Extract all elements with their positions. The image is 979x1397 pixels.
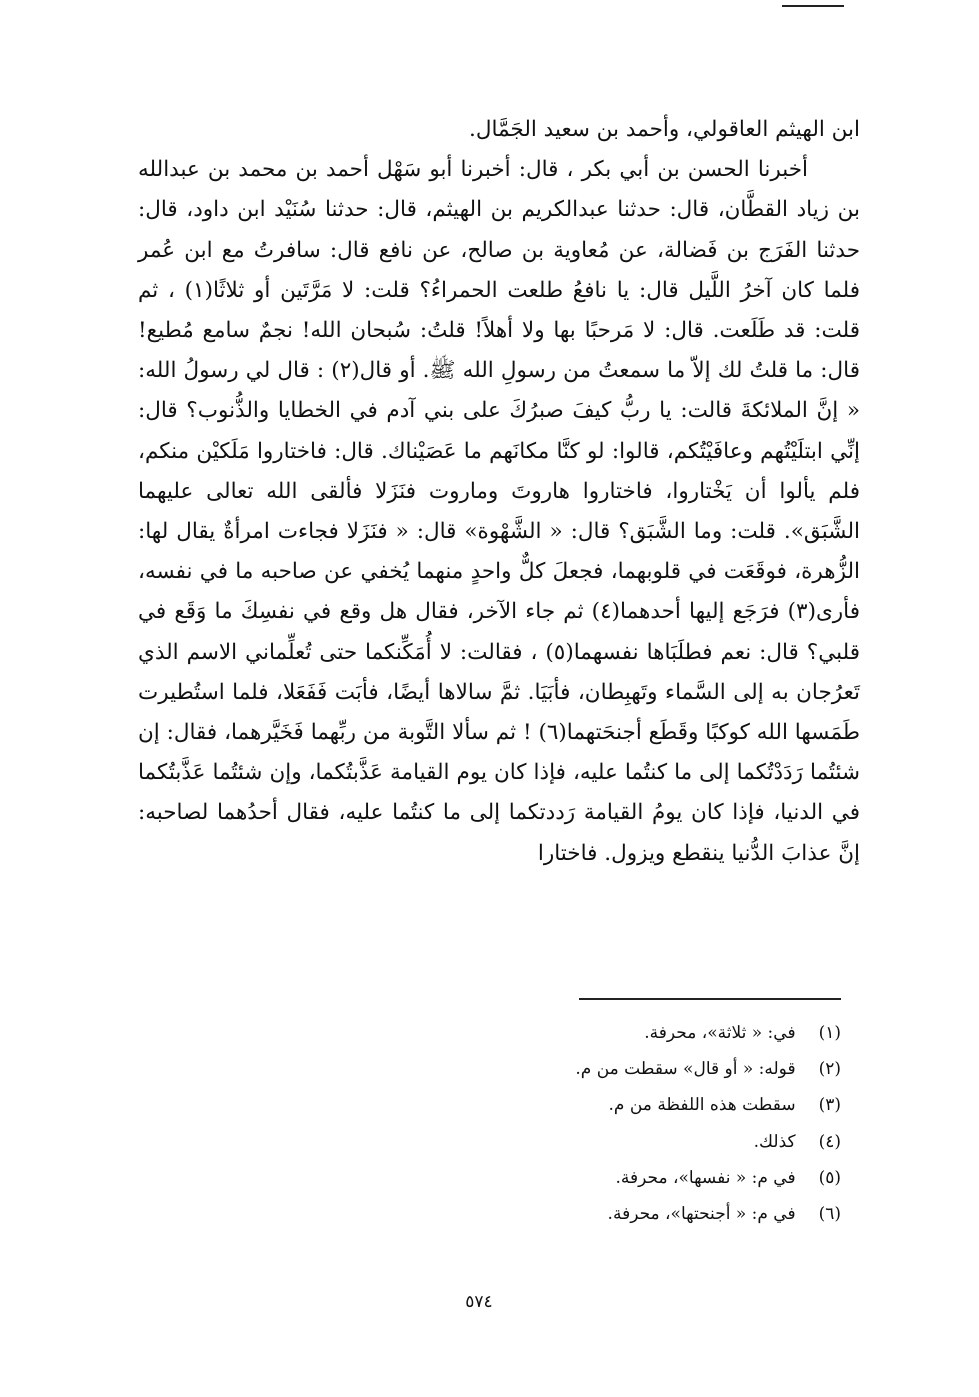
footnote-item xyxy=(141,1124,841,1160)
footnotes-list xyxy=(141,1015,841,1232)
footnote-text: في م: « أجنحتها»، محرفة. xyxy=(607,1204,796,1225)
footnote-text: قوله: « أو قال» سقطت من م. xyxy=(575,1059,796,1080)
footnote-separator xyxy=(579,998,841,1000)
footnote-number: (٣) xyxy=(818,1095,841,1116)
footnote-text: كذلك. xyxy=(753,1131,796,1152)
main-text xyxy=(138,110,860,874)
footnote-item xyxy=(141,1160,841,1196)
footnote-number: (٢) xyxy=(818,1059,841,1080)
footnote-item xyxy=(141,1087,841,1123)
page-number: ٥٧٤ xyxy=(465,1292,493,1312)
footnote-number: (٦) xyxy=(818,1204,841,1225)
continuation-line: ابن الهيثم العاقولي، وأحمد بن سعيد الجَمَّال. xyxy=(469,117,860,142)
top-rule xyxy=(782,5,844,7)
footnote-number: (١) xyxy=(818,1023,841,1043)
footnote-text: في: « ثلاثة»، محرفة. xyxy=(644,1023,796,1043)
footnote-text: سقطت هذه اللفظة من م. xyxy=(608,1095,796,1116)
footnote-item xyxy=(141,1051,841,1087)
footnote-text: في م: « نفسها»، محرفة. xyxy=(615,1167,796,1188)
hadith-paragraph: أخبرنا الحسن بن أبي بكر ، قال: أخبرنا أبو سَهْل أحمد بن محمد بن عبدالله بن زياد القطَّان، قال: حدثنا عبدالكريم بن الهيثم، قال: حدثنا سُنَيْد ابن داود، قال: حدثنا الفَرَج بن فَضالة، عن مُعاوية بن صالح، عن نافع قال: سافرتُ مع ابن عُمر فلما كان آخرُ اللَّيل قال: يا نافعُ طلعت الحمراءُ؟ قلت: لا مَرَّتَين أو ثلاثًا(١) ، ثم قلت: قد طَلَعت. قال: لا مَرحبًا بها ولا أهلاً! قلتُ: سُبحان الله! نجمٌ سامع مُطيع! قال: ما قلتُ لك إلاّ ما سمعتُ من رسولِ الله ﷺ. أو قال(٢) : قال لي رسولُ الله: « إنَّ الملائكةَ قالت: يا ربُّ كيفَ صبرُكَ على بني آدم في الخطايا والذُّنوب؟ قال: إنِّي ابتلَيْتُهم وعافَيْتُكم، قالوا: لو كنَّا مكانَهم ما عَصَيْناك. قال: فاختاروا مَلَكيْن منكم، فلم يألوا أن يَخْتاروا، فاختاروا هاروتَ وماروت فنَزَلا فألقى الله تعالى عليهما الشَّبَق». قلت: وما الشَّبَق؟ قال: « الشَّهْوة» قال: « فنَزَلا فجاءت امرأةٌ يقال لها: الزُّهرة، فوقَعَت في قلوبهما، فجعلَ كلٌّ واحدٍ منهما يُخفي عن صاحبه ما في نفسه، فأرى(٣) فرَجَع إليها أحدهما(٤) ثم جاء الآخر، فقال هل وقع في نفسِكَ ما وَقَع في قلبي؟ قال: نعم فطلَبَاها نفسهما(٥) ، فقالت: لا أُمَكِّنكما حتى تُعلِّماني الاسم الذي تَعرُجان به إلى السَّماء وتَهبِطان، فأبَيَا. ثمَّ سالاها أيضًا، فأبَت فَفَعَلا، فلما استُطيرت طَمَسها الله كوكبًا وقَطَع أجنحَتهما(٦) ! ثم سألا التَّوبة من ربِّهما فَخَيَّرهما، فقال: إن شئتُما رَدَدْتُكما إلى ما كنتُما عليه، فإذا كان يوم القيامة عَذَّبتُكما، وإن شئتُما عَذَّبتُكما في الدنيا، فإذا كان يومُ القيامة رَددتكما إلى ما كنتُما عليه، فقال أحدُهما لصاحبه: إنَّ عذابَ الدُّنيا ينقطع ويزول. فاختارا xyxy=(138,157,861,866)
footnote-number: (٤) xyxy=(818,1131,841,1152)
footnote-item xyxy=(141,1015,841,1051)
footnote-item xyxy=(141,1196,841,1232)
footnote-number: (٥) xyxy=(818,1167,841,1188)
